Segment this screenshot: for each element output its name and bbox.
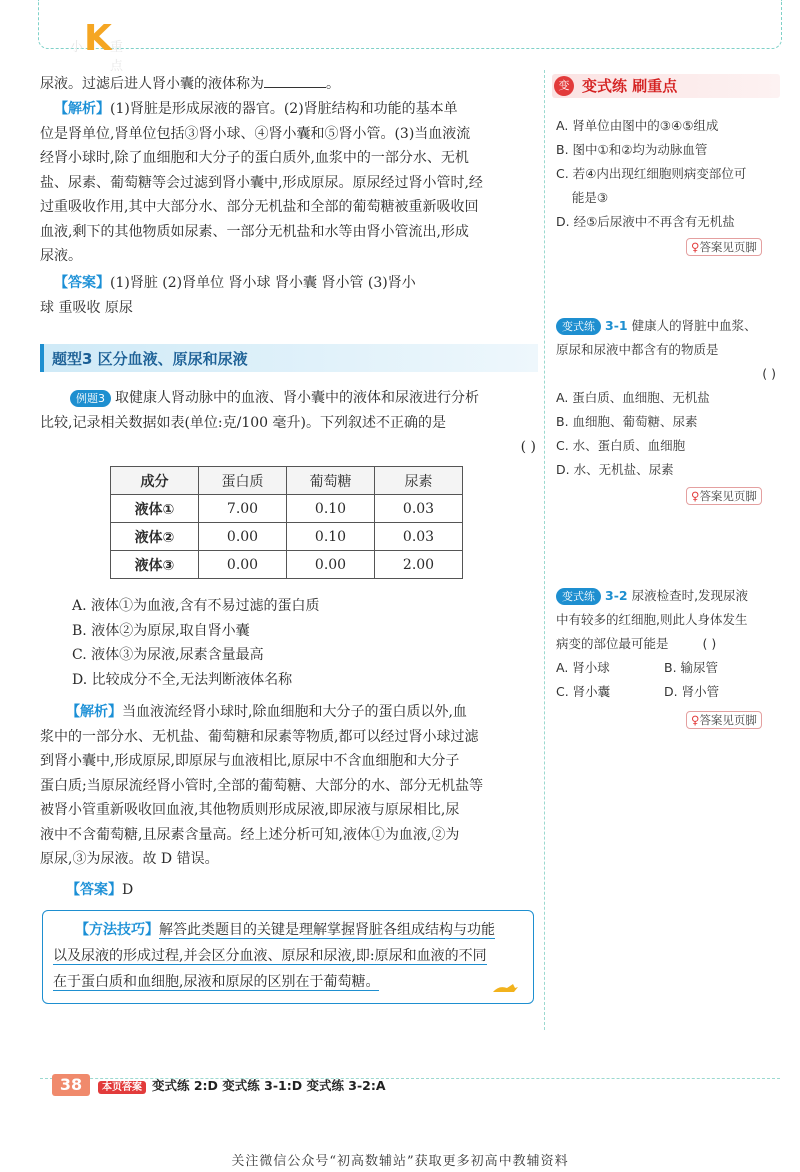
variant-3-1: 变式练 3-1 健康人的肾脏中血浆、 原尿和尿液中都含有的物质是 ( ) A. 蛋白质、血细胞、无机盐 B. 血细胞、葡萄糖、尿素 C. 水、蛋白质、血细胞 D. 水、无机盐、尿素	[556, 314, 776, 482]
answer-link[interactable]: ♀答案见页脚	[686, 238, 762, 256]
list-item: D. 水、无机盐、尿素	[556, 462, 674, 477]
answer-2: 【答案】D	[40, 878, 536, 903]
data-table	[110, 466, 463, 579]
answer-tag: 【答案】	[54, 275, 110, 291]
table-row	[111, 523, 463, 551]
section-title: 题型3 区分血液、原尿和尿液	[52, 350, 248, 368]
sidebar-header	[552, 74, 780, 98]
table-row	[111, 551, 463, 579]
variant-badge: 变式练	[556, 318, 601, 335]
logo-right-text: 重点	[110, 40, 124, 74]
variant-2-options	[556, 114, 776, 234]
variant-3-2: 变式练 3-2 尿液检查时,发现尿液 中有较多的红细胞,则此人身体发生 病变的部位最可能是 ( ) A. 肾小球 B. 输尿管 C. 肾小囊 D. 肾小管	[556, 584, 776, 704]
table-header-row	[111, 467, 463, 495]
fox-icon	[491, 981, 519, 995]
variant-badge: 变式练	[556, 588, 601, 605]
list-item: C. 水、蛋白质、血细胞	[556, 438, 686, 453]
option-b: B. 液体②为原尿,取自肾小囊	[72, 622, 250, 639]
sidebar-title: 变式练 刷重点	[582, 77, 678, 95]
table-cell: 7.00	[199, 495, 287, 523]
list-item: A. 肾小球	[556, 660, 610, 675]
intro-line: 尿液。过滤后进人肾小囊的液体称为 。	[40, 72, 536, 97]
method-tip-box	[42, 910, 534, 1004]
section-title-bar	[40, 344, 538, 372]
answer-bracket: ( )	[520, 439, 536, 455]
answer-1: 【答案】(1)肾脏 (2)肾单位 肾小球 肾小囊 肾小管 (3)肾小 球 重吸收 原尿	[40, 275, 416, 316]
list-item: B. 输尿管	[664, 660, 719, 675]
analysis-1: 【解析】(1)肾脏是形成尿液的器官。(2)肾脏结构和功能的基本单 位是肾单位,肾单位包括③肾小球、④肾小囊和⑤肾小管。(3)当血液流 经肾小球时,除了血细胞和大分子的蛋白质外,血浆中的一部分水、无机 盐、尿素、葡萄糖等会过滤到肾小囊中,形成原尿。原尿经过肾小管时,经 过重吸收作用,其中大部分水、部分无机盐和全部的葡萄糖被重新吸收回 血液,剩下的其他物质如尿素、一部分无机盐和水等由肾小管流出,形成 尿液。	[40, 101, 483, 264]
list-item: D. 肾小管	[664, 684, 720, 699]
answer-bracket: ( )	[702, 636, 717, 651]
table-cell: 0.10	[287, 495, 375, 523]
analysis-tag: 【解析】	[66, 704, 122, 720]
option-d: D. 比较成分不全,无法判断液体名称	[72, 671, 293, 688]
flame-icon: 变	[554, 76, 574, 96]
option-a: A. 液体①为血液,含有不易过滤的蛋白质	[72, 598, 320, 614]
table-header-cell: 葡萄糖	[287, 467, 375, 495]
logo-k-letter: K	[84, 18, 112, 59]
page-answers: 本页答案 变式练 2:D 变式练 3-1:D 变式练 3-2:A	[98, 1076, 386, 1094]
pin-icon: ♀	[691, 240, 700, 254]
answer-blank	[264, 73, 326, 88]
method-tip-text: 【方法技巧】解答此类题目的关键是理解掌握肾脏各组成结构与功能 以及尿液的形成过程,并会区分血液、原尿和尿液,即:原尿和血液的不同 在于蛋白质和血细胞,尿液和原尿的区别在于葡萄糖。	[53, 922, 495, 990]
options-list	[40, 594, 536, 692]
table-cell: 0.03	[375, 523, 463, 551]
tip-tag: 【方法技巧】	[75, 922, 159, 938]
table-cell: 0.00	[199, 523, 287, 551]
table-cell: 液体③	[111, 551, 199, 579]
table-row	[111, 495, 463, 523]
table-cell: 0.03	[375, 495, 463, 523]
list-item: 能是③	[556, 190, 609, 205]
logo-left-text: 小	[70, 40, 84, 55]
pin-icon: ♀	[691, 489, 700, 503]
table-header-cell: 尿素	[375, 467, 463, 495]
table-cell: 液体②	[111, 523, 199, 551]
column-divider	[544, 70, 545, 1030]
table-cell: 0.10	[287, 523, 375, 551]
page-number: 38	[52, 1074, 90, 1096]
pin-icon: ♀	[691, 713, 700, 727]
analysis-2: 【解析】当血液流经肾小球时,除血细胞和大分子的蛋白质以外,血 浆中的一部分水、无机盐、葡萄糖和尿素等物质,都可以经过肾小球过滤 到肾小囊中,形成原尿,即原尿与血液相比,原尿中不含血细胞和大分子 蛋白质;当原尿流经肾小管时,全部的葡萄糖、大部分的水、部分无机盐等 被肾小管重新吸收回血液,其他物质则形成尿液,即尿液与原尿相比,尿 液中不含葡萄糖,且尿素含量高。经上述分析可知,液体①为血液,②为 原尿,③为尿液。故 D 错误。	[40, 704, 484, 867]
table-cell: 0.00	[287, 551, 375, 579]
answer-tag: 【答案】	[66, 882, 122, 898]
list-item: B. 血细胞、葡萄糖、尿素	[556, 414, 698, 429]
header-frame	[38, 0, 782, 49]
list-item: C. 肾小囊	[556, 684, 611, 699]
list-item: D. 经⑤后尿液中不再含有无机盐	[556, 214, 735, 229]
table-header-cell: 成分	[111, 467, 199, 495]
example-badge: 例题3	[70, 390, 111, 407]
list-item: C. 若④内出现红细胞则病变部位可	[556, 166, 747, 181]
answer-bracket: ( )	[762, 366, 776, 381]
list-item: A. 蛋白质、血细胞、无机盐	[556, 390, 710, 405]
page-answer-label: 本页答案	[98, 1081, 146, 1094]
table-cell: 0.00	[199, 551, 287, 579]
answer-link[interactable]: ♀答案见页脚	[686, 487, 762, 505]
example-3: 例题3 取健康人肾动脉中的血液、肾小囊中的液体和尿液进行分析 比较,记录相关数据如表(单位:克/100 毫升)。下列叙述不正确的是 ( )	[40, 386, 536, 460]
answer-link[interactable]: ♀答案见页脚	[686, 711, 762, 729]
analysis-tag: 【解析】	[54, 101, 110, 117]
list-item: A. 肾单位由图中的③④⑤组成	[556, 118, 719, 133]
table-header-cell: 蛋白质	[199, 467, 287, 495]
table-cell: 液体①	[111, 495, 199, 523]
table-cell: 2.00	[375, 551, 463, 579]
bottom-note: 关注微信公众号“初高数辅站”获取更多初高中教辅资料	[231, 1154, 569, 1169]
option-c: C. 液体③为尿液,尿素含量最高	[72, 647, 264, 663]
list-item: B. 图中①和②均为动脉血管	[556, 142, 708, 157]
